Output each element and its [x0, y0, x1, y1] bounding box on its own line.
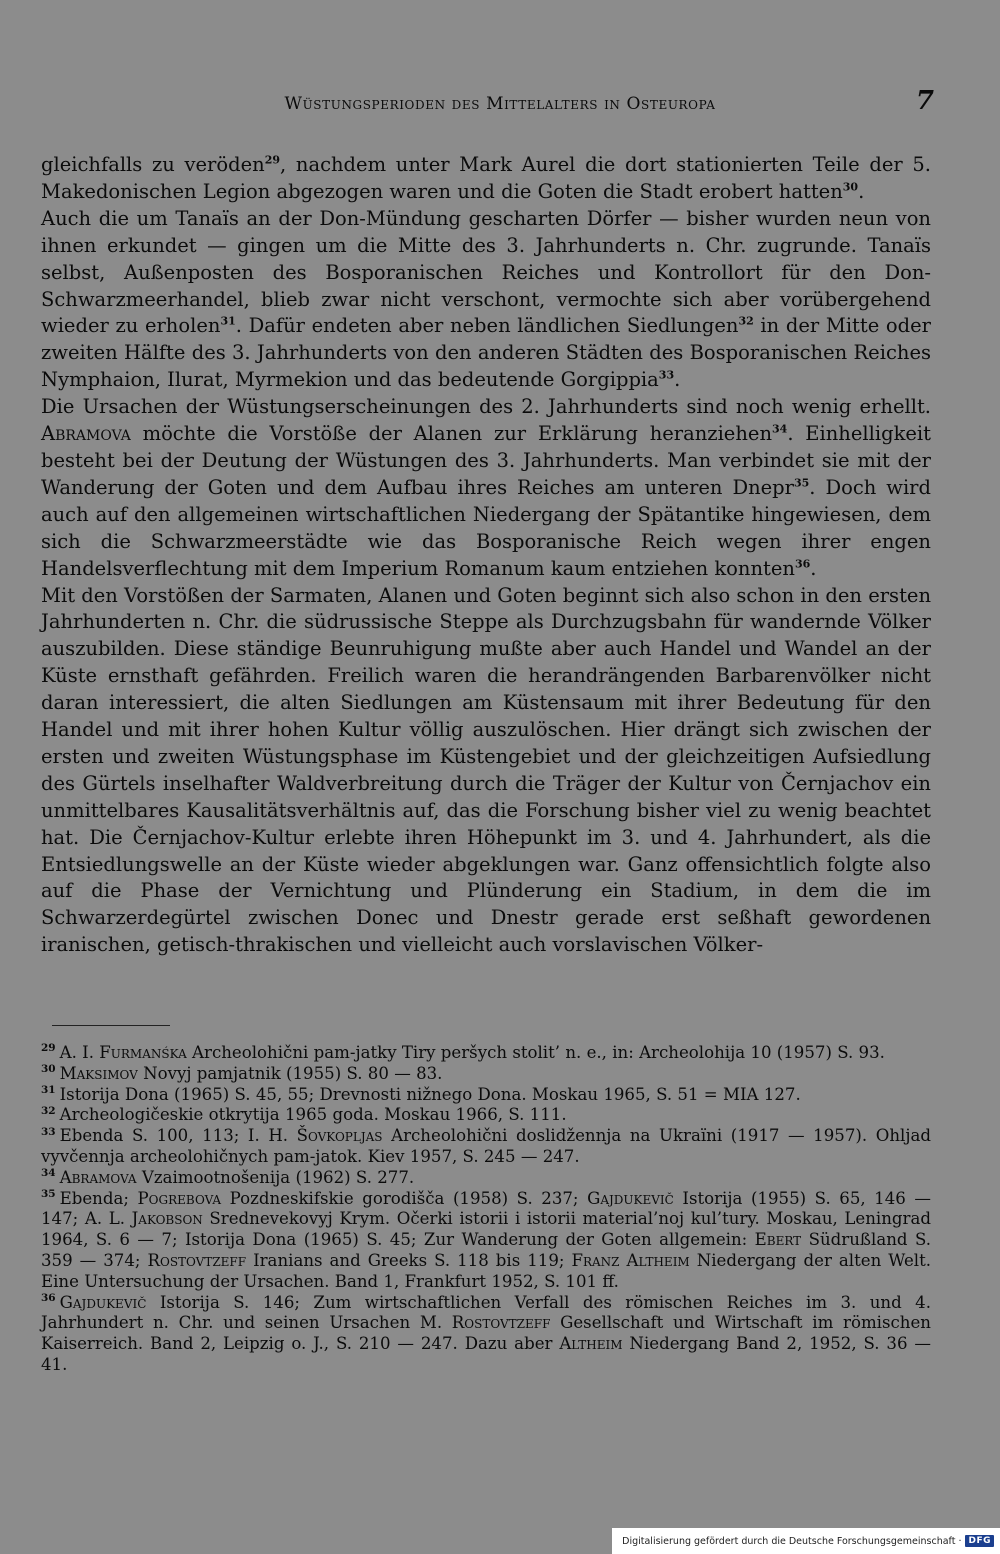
footnote-number: 35: [41, 1188, 56, 1201]
text-run: Archeologičeskie otkrytija 1965 goda. Moskau 1966, S. 111.: [59, 1105, 567, 1125]
text-run: Novyj pamjatnik (1955) S. 80 — 83.: [137, 1063, 443, 1083]
text-run: Niedergang Band 2, 1952, S. 36 — 41.: [41, 1334, 931, 1374]
paragraph: [41, 206, 931, 394]
page-number: 7: [915, 86, 934, 116]
author-name: Gajdukevič: [587, 1188, 674, 1208]
author-name: Rostovtzeff: [147, 1250, 247, 1270]
footnote-reference: 35: [793, 476, 810, 490]
text-run: Gesellschaft und Wirtschaft im römischen Kaiserreich. Band 2, Leipzig o. J., S. 210 — 247. Dazu aber: [41, 1313, 931, 1354]
text-run: . Dafür endeten aber neben ländlichen Siedlungen: [235, 314, 739, 338]
text-run: Archeolohični doslidžennja na Ukraïni (1917 — 1957). Ohljad vyvčennja archeolohičnych pam-jatok. Kiev 1957, S. 245 — 247.: [41, 1126, 931, 1166]
footnotes: [41, 1043, 931, 1376]
footnote-reference: 32: [738, 314, 754, 328]
text-run: Istorija (1955) S. 65, 146 — 147; A. L.: [41, 1188, 931, 1229]
text-run: Istorija Dona (1965) S. 45, 55; Drevnosti nižnego Dona. Moskau 1965, S. 51 = MIA 127.: [59, 1084, 801, 1104]
text-run: .: [810, 556, 817, 580]
footnote: [41, 1126, 931, 1168]
text-run: Niedergang der alten Welt. Eine Untersuchung der Ursachen. Band 1, Frankfurt 1952, S. 101 ff.: [41, 1250, 932, 1291]
footnote: [41, 1168, 931, 1189]
footnote-number: 32: [41, 1104, 56, 1117]
author-name: Gajdukevič: [59, 1292, 147, 1312]
footnote-reference: 30: [842, 180, 859, 194]
footnote-reference: 34: [772, 422, 788, 436]
author-name: Franz Altheim: [571, 1250, 690, 1270]
credit-text: Digitalisierung gefördert durch die Deutsche Forschungsgemeinschaft ·: [622, 1535, 962, 1547]
author-name: Altheim: [559, 1334, 623, 1354]
footnote: [41, 1085, 931, 1106]
author-name: Abramova: [41, 422, 131, 446]
text-run: A. I.: [59, 1043, 100, 1062]
footnote-number: 34: [41, 1167, 56, 1180]
paragraph: [41, 394, 931, 582]
text-run: Die Ursachen der Wüstungserscheinungen des 2. Jahrhunderts sind noch wenig erhellt.: [41, 395, 931, 419]
text-run: in der Mitte oder zweiten Hälfte des 3. Jahrhunderts von den anderen Städten des Bosporanischen Reiches Nymphaion, Ilurat, Myrmekion und das bedeutende Gorgippia: [41, 314, 932, 392]
footnote-number: 31: [41, 1084, 56, 1097]
author-name: Abramova: [59, 1167, 137, 1187]
text-run: Mit den Vorstößen der Sarmaten, Alanen und Goten beginnt sich also schon in den ersten Jahrhunderten n. Chr. die südrussische Steppe als Durchzugsbahn für wandernde Völker auszubilden. Diese ständige Beunruhigung mußte aber auch Handel und Wandel an der Küste ernsthaft gefährden. Freilich waren die herandrängenden Barbarenvölker nicht daran interessiert, die alten Siedlungen am Küstensaum mit ihrer Bedeutung für den Handel und mit ihrer hohen Kultur völlig auszulöschen. Hier drängt sich zwischen der ersten und zweiten Wüstungsphase im Küstengebiet und der gleichzeitigen Aufsiedlung des Gürtels inselhafter Waldverbreitung durch die Träger der Kultur von Černjachov ein unmittelbares Kausalitätsverhältnis auf, das die Forschung bisher viel zu wenig beachtet hat. Die Černjachov-Kultur erlebte ihren Höhepunkt im 3. und 4. Jahrhundert, als die Entsiedlungswelle an der Küste wieder abgeklungen war. Ganz offensichtlich folgte also auf die Phase der Vernichtung und Plünderung ein Stadium, in dem die im Schwarzerdegürtel zwischen Donec und Dnestr gerade erst seßhaft gewordenen iranischen, getisch-thrakischen und vielleicht auch vorslavischen Völker-: [41, 583, 931, 957]
text-run: , nachdem unter Mark Aurel die dort stationierten Teile der 5. Makedonischen Legion abgezogen waren und die Goten die Stadt erobert hatten: [41, 153, 932, 203]
footnote-number: 33: [41, 1125, 56, 1138]
text-run: Ebenda;: [59, 1188, 138, 1208]
footnote-number: 29: [41, 1042, 56, 1055]
paragraph: [41, 583, 931, 960]
digitization-credit: [612, 1528, 1000, 1554]
text-run: Ebenda S. 100, 113; I. H.: [59, 1126, 297, 1146]
author-name: Furmanśka: [99, 1043, 187, 1062]
footnote: [41, 1189, 931, 1293]
author-name: Ebert: [754, 1230, 802, 1250]
text-run: Iranians and Greeks S. 118 bis 119;: [246, 1250, 572, 1270]
footnote-number: 36: [41, 1292, 56, 1305]
footnote: [41, 1105, 931, 1126]
author-name: Jakobson: [131, 1209, 203, 1229]
running-title: Wüstungsperioden des Mittelalters in Osteuropa: [284, 94, 716, 114]
text-run: möchte die Vorstöße der Alanen zur Erklärung heranziehen: [130, 422, 773, 446]
footnote-reference: 33: [658, 368, 675, 382]
author-name: Pogrebova: [137, 1188, 222, 1208]
author-name: Maksimov: [59, 1063, 138, 1083]
text-run: . Einhelligkeit besteht bei der Deutung der Wüstungen des 3. Jahrhunderts. Man verbindet sie mit der Wanderung der Goten und dem Aufbau ihres Reiches am unteren Dnepr: [41, 422, 931, 499]
text-run: .: [858, 179, 865, 203]
footnote: [41, 1064, 931, 1085]
paragraph: [41, 152, 931, 206]
text-run: .: [674, 368, 681, 392]
text-run: Istorija S. 146; Zum wirtschaftlichen Verfall des römischen Reiches im 3. und 4. Jahrhundert n. Chr. und seinen Ursachen M.: [41, 1292, 931, 1333]
footnote: [41, 1043, 931, 1064]
author-name: Šovkopljas: [296, 1126, 383, 1146]
footnote-reference: 31: [220, 314, 236, 328]
running-head: [0, 86, 1000, 126]
text-run: Südrußland S. 359 — 374;: [41, 1230, 931, 1270]
text-run: Pozdneskifskie gorodišča (1958) S. 237;: [221, 1188, 588, 1208]
footnote-number: 30: [41, 1063, 56, 1076]
author-name: Rostovtzeff: [451, 1313, 551, 1333]
footnote-reference: 36: [794, 557, 811, 571]
text-run: gleichfalls zu veröden: [41, 153, 265, 176]
footnote-rule: [52, 1025, 170, 1026]
text-run: . Doch wird auch auf den allgemeinen wirtschaftlichen Niedergang der Spätantike hingewiesen, dem sich die Schwarzmeerstädte wie das Bosporanische Reich wegen ihrer engen Handelsverflechtung mit dem Imperium Romanum kaum entziehen konnten: [41, 475, 931, 580]
text-run: Auch die um Tanaïs an der Don-Mündung gescharten Dörfer — bisher wurden neun von ihnen erkundet — gingen um die Mitte des 3. Jahrhunderts n. Chr. zugrunde. Tanaïs selbst, Außenposten des Bosporanischen Reiches und Kontrollort für den Don-Schwarzmeerhandel, blieb zwar nicht verschont, vermochte sich aber vorübergehend wieder zu erholen: [41, 206, 931, 338]
footnote: [41, 1293, 931, 1376]
dfg-logo-icon[interactable]: DFG: [965, 1535, 994, 1547]
body-text: [41, 152, 931, 959]
text-run: Vzaimootnošenija (1962) S. 277.: [136, 1167, 415, 1187]
text-run: Archeolohični pam-jatky Tiry peršych stolit’ n. e., in: Archeolohija 10 (1957) S. 93.: [186, 1043, 885, 1062]
text-run: Srednevekovyj Krym. Očerki istorii i istorii material’noj kul’tury. Moskau, Leningrad 1964, S. 6 — 7; Istorija Dona (1965) S. 45; Zur Wanderung der Goten allgemein:: [41, 1209, 931, 1250]
footnote-reference: 29: [264, 153, 281, 167]
